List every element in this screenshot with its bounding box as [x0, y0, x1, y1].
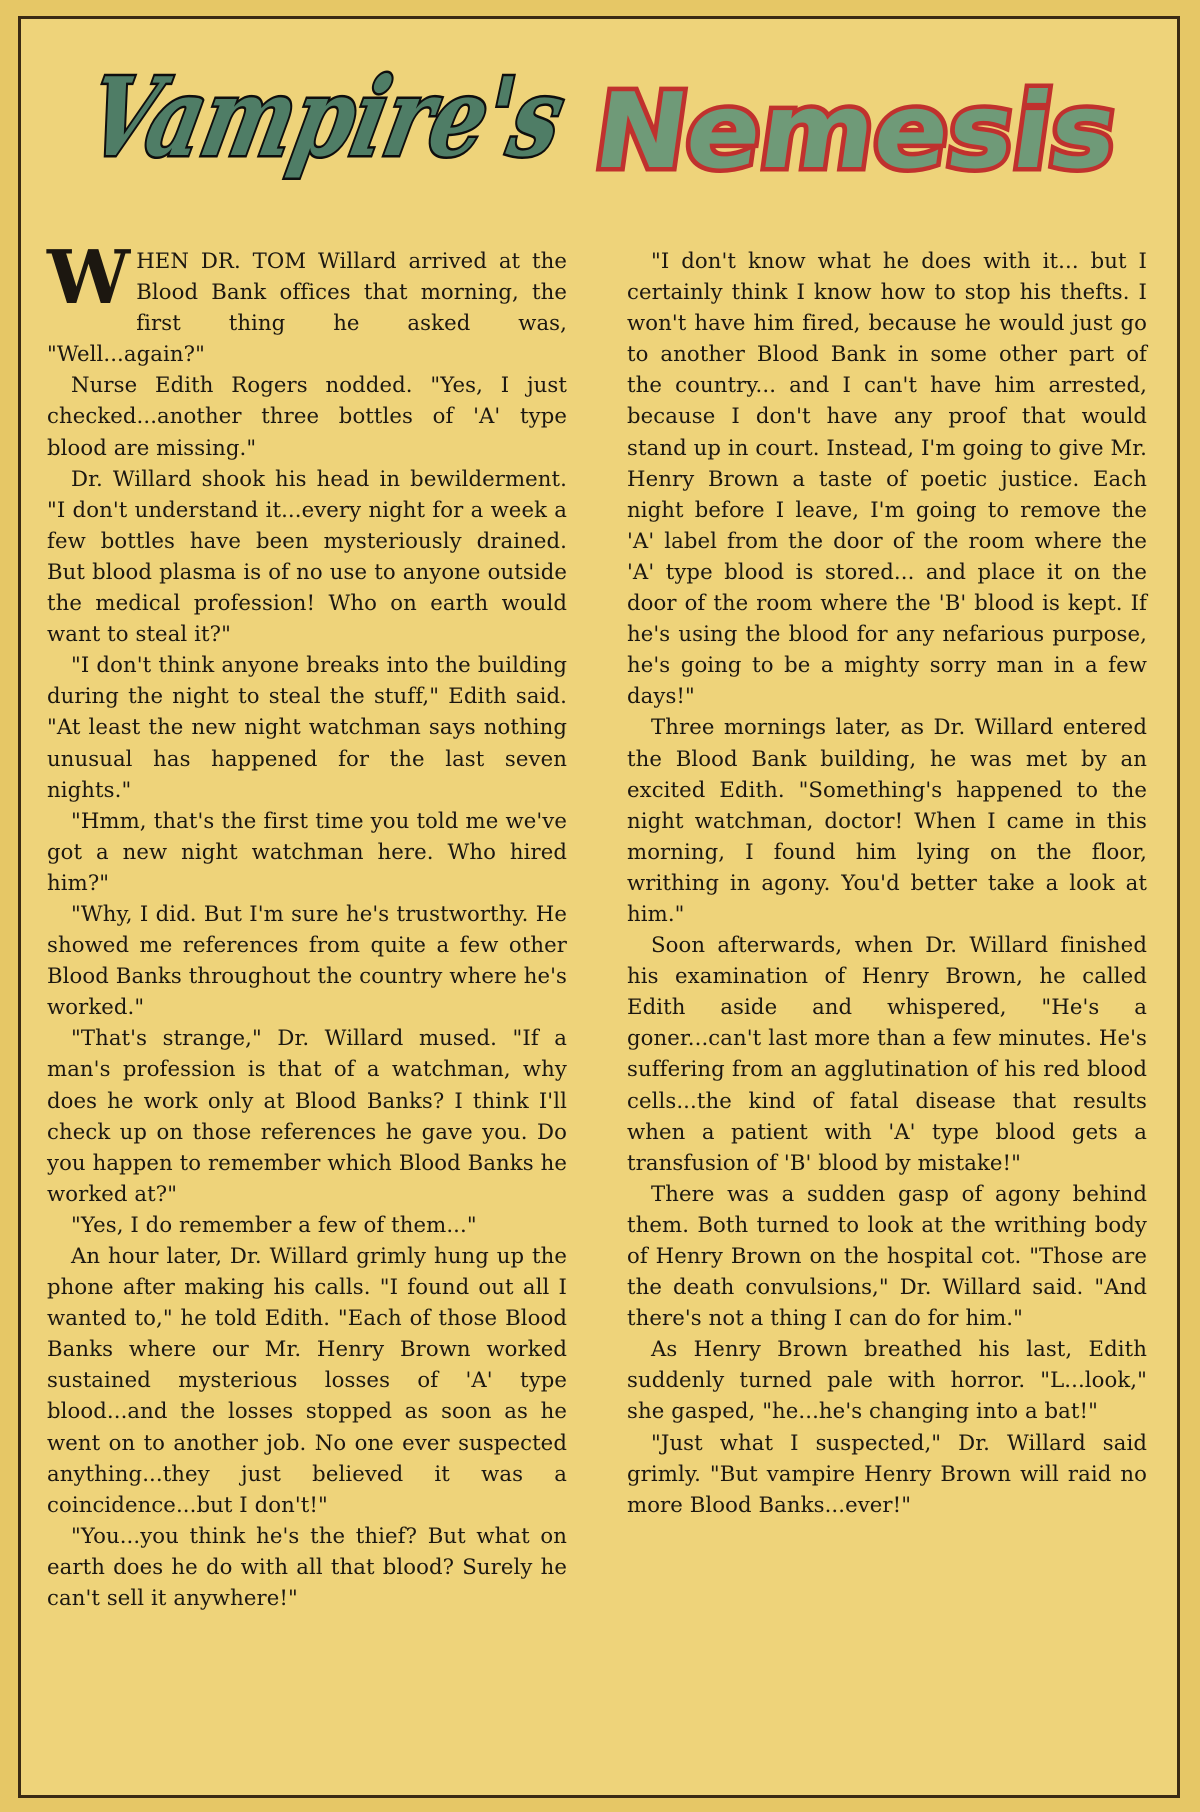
story-text [47, 235, 1147, 1775]
paragraph: "Yes, I do remember a few of them..." [71, 1211, 477, 1237]
paragraph: As Henry Brown breathed his last, Edith suddenly turned pale with horror. "L...look," she gasped, "he...he's changing into a bat!" [627, 1336, 1147, 1424]
paragraph: "Why, I did. But I'm sure he's trustworthy. He showed me references from quite a few other Blood Banks throughout the country where he's worked." [47, 900, 567, 1020]
paragraph: "Hmm, that's the first time you told me we've got a new night watchman here. Who hired him?" [47, 807, 567, 895]
paragraph: "I don't know what he does with it... but I certainly think I know how to stop his thefts. I won't have him fired, because he would just go to another Blood Bank in some other part of the country... and I can't have him arrested, because I don't have any proof that would stand up in court. Instead, I'm going to give Mr. Henry Brown a taste of poetic justice. Each night before I leave, I'm going to remove the 'A' label from the door of the room where the 'A' type blood is stored... and place it on the door of the room where the 'B' blood is kept. If he's using the blood for any nefarious purpose, he's going to be a mighty sorry man in a few days!" [627, 248, 1147, 709]
title-word-nemesis: Nemesis [587, 70, 1101, 192]
title-lettering [21, 27, 1177, 207]
paragraph: "You...you think he's the thief? But what on earth does he do with all that blood? Surely he can't sell it anywhere!" [47, 1522, 567, 1611]
paragraph: Nurse Edith Rogers nodded. "Yes, I just checked...another three bottles of 'A' type blood are missing." [47, 372, 567, 460]
drop-cap: W [47, 235, 131, 321]
paragraph: Dr. Willard shook his head in bewilderment. "I don't understand it...every night for a week a few bottles have been mysteriously drained. But blood plasma is of no use to anyone outside the medical profession! Who on earth would want to steal it?" [47, 465, 567, 647]
column-right [627, 245, 1147, 1775]
paragraph-text: HEN DR. TOM Willard arrived at the Blood Bank offices that morning, the first thing he asked was, "Well...again?" [47, 248, 567, 367]
column-left [47, 235, 567, 1775]
title-word-vampires: Vampire's [77, 53, 699, 181]
paragraph [47, 235, 567, 369]
paragraph: There was a sudden gasp of agony behind them. Both turned to look at the writhing body of Henry Brown on the hospital cot. "Those are the death convulsions," Dr. Willard said. "And there's not a thing I can do for him." [627, 1180, 1147, 1331]
story-title [21, 27, 1177, 207]
paragraph: "I don't think anyone breaks into the building during the night to steal the stuff," Edith said. "At least the new night watchman says nothing unusual has happened for the last seven nights." [47, 652, 567, 802]
paragraph: Soon afterwards, when Dr. Willard finished his examination of Henry Brown, he called Edith aside and whispered, "He's a goner...can't last more than a few minutes. He's suffering from an agglutination of his red blood cells...the kind of fatal disease that results when a patient with 'A' type blood gets a transfusion of 'B' blood by mistake!" [627, 932, 1147, 1175]
story-page [18, 16, 1180, 1798]
paragraph: "Just what I suspected," Dr. Willard said grimly. "But vampire Henry Brown will raid no more Blood Banks...ever!" [627, 1429, 1147, 1517]
paragraph: An hour later, Dr. Willard grimly hung up the phone after making his calls. "I found out all I wanted to," he told Edith. "Each of those Blood Banks where our Mr. Henry Brown worked sustained mysterious losses of 'A' type blood...and the losses stopped as soon as he went on to another job. No one ever suspected anything...they just believed it was a coincidence...but I don't!" [47, 1243, 567, 1517]
paragraph: Three mornings later, as Dr. Willard entered the Blood Bank building, he was met by an excited Edith. "Something's happened to the night watchman, doctor! When I came in this morning, I found him lying on the floor, writhing in agony. You'd better take a look at him." [627, 714, 1147, 926]
paragraph: "That's strange," Dr. Willard mused. "If a man's profession is that of a watchman, why does he work only at Blood Banks? I think I'll check up on those references he gave you. Do you happen to remember which Blood Banks he worked at?" [47, 1025, 567, 1206]
